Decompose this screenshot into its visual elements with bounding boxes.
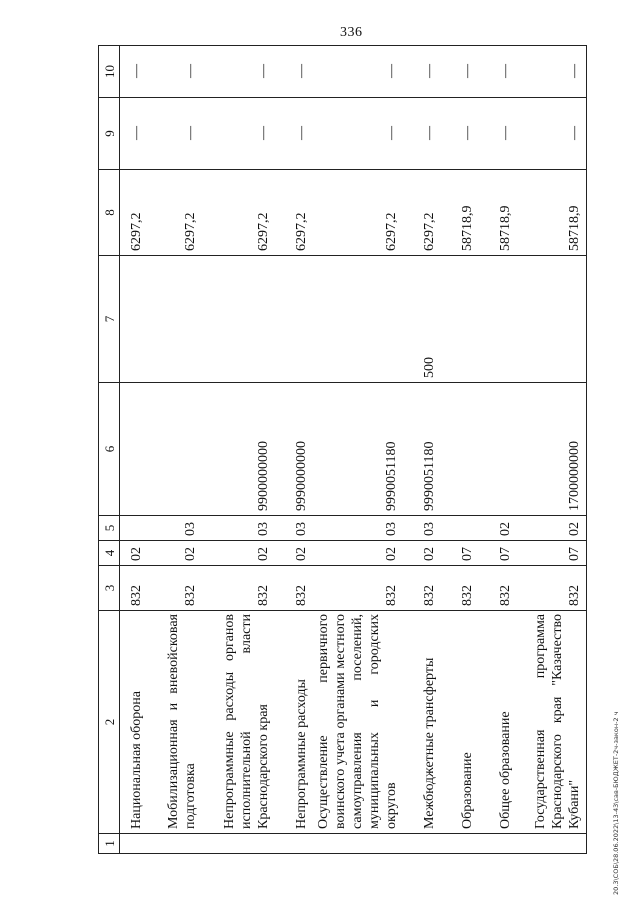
row-name: Межбюджетные трансферты [403,611,441,834]
cell-subsection [120,516,148,541]
row-name: Национальная оборона [120,611,148,834]
row-name: Непрограммные расходы [275,611,313,834]
cell-admin-code: 832 [275,566,313,611]
cell-section: 02 [202,541,275,566]
cell-expense-type [517,256,587,383]
cell-admin-code: 832 [479,566,517,611]
cell-admin-code: 832 [517,566,587,611]
cell-col10: — [275,46,313,98]
cell-col9: — [120,98,148,170]
cell-admin-code: 832 [148,566,202,611]
cell-col9: — [517,98,587,170]
row-name: Образование [441,611,479,834]
cell-col9: — [313,98,403,170]
cell-col9: — [441,98,479,170]
cell-amount: 6297,2 [148,170,202,256]
cell-col9: — [275,98,313,170]
budget-table [98,45,587,854]
cell-section: 07 [441,541,479,566]
cell-target-article: 1700000000 [517,383,587,516]
cell-expense-type [479,256,517,383]
table-row [403,46,441,854]
cell-section: 02 [313,541,403,566]
table-row [120,46,148,854]
cell-expense-type [120,256,148,383]
cell-subsection: 03 [202,516,275,541]
cell-target-article [441,383,479,516]
cell-expense-type [202,256,275,383]
col-header-9: 9 [99,98,120,170]
cell-section: 02 [403,541,441,566]
table-row [441,46,479,854]
row-name: Непрограммные расходы органов исполнительной власти Краснодарского края [202,611,275,834]
cell-expense-type: 500 [403,256,441,383]
row-name: Осуществление первичного воинского учета органами местного самоуправления поселений, муниципальных и городских округов [313,611,403,834]
cell-admin-code: 832 [202,566,275,611]
cell-admin-code: 832 [441,566,479,611]
cell-target-article: 9990051180 [313,383,403,516]
cell-expense-type [275,256,313,383]
cell-subsection: 03 [148,516,202,541]
page-number: 336 [340,25,363,40]
cell-target-article: 9900000000 [202,383,275,516]
cell-amount: 6297,2 [120,170,148,256]
row-name: Общее образование [479,611,517,834]
cell-col10: — [517,46,587,98]
col-header-8: 8 [99,170,120,256]
cell-amount: 58718,9 [517,170,587,256]
cell-target-article [120,383,148,516]
col-header-7: 7 [99,256,120,383]
table-row [517,46,587,854]
cell-expense-type [441,256,479,383]
header-row [99,46,120,854]
cell-subsection: 02 [479,516,517,541]
cell-col10: — [403,46,441,98]
cell-subsection [441,516,479,541]
cell-col10: — [441,46,479,98]
cell-col9: — [202,98,275,170]
cell-section: 02 [275,541,313,566]
cell-amount: 6297,2 [202,170,275,256]
cell-expense-type [148,256,202,383]
row-name: Мобилизационная и вневойсковая подготовка [148,611,202,834]
cell-subsection: 03 [403,516,441,541]
budget-table-rotated [98,46,580,854]
table-row [313,46,403,854]
cell-subsection: 02 [517,516,587,541]
cell-amount: 6297,2 [313,170,403,256]
cell-col9: — [148,98,202,170]
table-row [275,46,313,854]
cell-target-article: 9990051180 [403,383,441,516]
cell-subsection: 03 [313,516,403,541]
col-header-2: 2 [99,611,120,834]
cell-section: 02 [120,541,148,566]
cell-admin-code: 832 [120,566,148,611]
col-header-6: 6 [99,383,120,516]
cell-col10: — [202,46,275,98]
cell-section: 07 [479,541,517,566]
table-row [479,46,517,854]
cell-amount: 58718,9 [479,170,517,256]
cell-col9: — [479,98,517,170]
cell-section: 07 [517,541,587,566]
col-header-10: 10 [99,46,120,98]
cell-col9: — [403,98,441,170]
cell-col10: — [148,46,202,98]
cell-col10: — [479,46,517,98]
cell-target-article: 9990000000 [275,383,313,516]
cell-section: 02 [148,541,202,566]
cell-admin-code: 832 [313,566,403,611]
cell-admin-code: 832 [403,566,441,611]
cell-col10: — [120,46,148,98]
cell-amount: 6297,2 [403,170,441,256]
cell-target-article [479,383,517,516]
col-header-4: 4 [99,541,120,566]
cell-expense-type [313,256,403,383]
cell-col10: — [313,46,403,98]
cell-subsection: 03 [275,516,313,541]
col-header-3: 3 [99,566,120,611]
col-header-5: 5 [99,516,120,541]
row-name: Государственная программа Краснодарского края "Казачество Кубани" [517,611,587,834]
table-row [202,46,275,854]
table-row [148,46,202,854]
cell-amount: 58718,9 [441,170,479,256]
cell-amount: 6297,2 [275,170,313,256]
print-stamp: 20.3\СОБ\28.06.2022\13-43\сав-БЮДЖЕТ-2ч-закон-2 ч [612,711,620,895]
cell-target-article [148,383,202,516]
col-header-1: 1 [99,834,120,854]
